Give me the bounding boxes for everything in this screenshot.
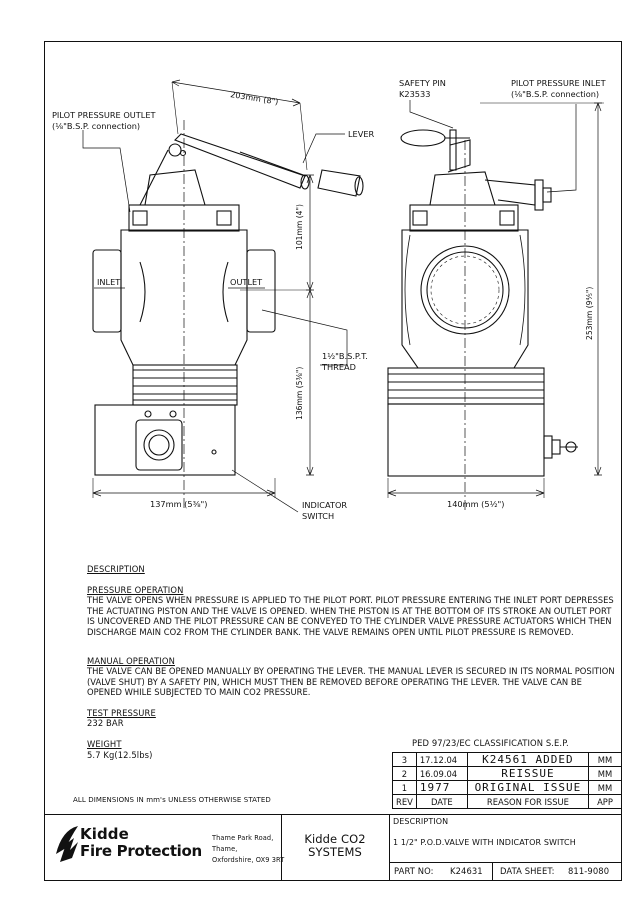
logo-fire-protection: Fire Protection bbox=[80, 842, 202, 860]
rev-number: 2 bbox=[393, 767, 417, 781]
pressure-operation-text: THE VALVE OPENS WHEN PRESSURE IS APPLIED TO THE PILOT PORT. PILOT PRESSURE ENTERING THE INLET PORT DEPRESSES THE ACTUATING PISTON AND THE VALVE IS OPENED. WHEN THE PISTON IS AT THE BOTTOM OF ITS STROKE AN OUTLET PORT IS UNCOVERED AND THE PILOT PRESSURE CAN BE CONVEYED TO THE CYLINDER VALVE PRESSURE ACTUATORS WHICH THEN DISCHARGE MAIN CO2 FROM THE CYLINDER BANK. THE VALVE REMAINS OPEN UNTIL PILOT PRESSURE IS REMOVED. bbox=[87, 595, 614, 637]
title-block-divider-2 bbox=[389, 814, 390, 881]
dim-253-label: 253mm (9⅘") bbox=[585, 286, 594, 340]
switch-label: SWITCH bbox=[302, 511, 335, 521]
test-pressure-value: 232 BAR bbox=[87, 718, 124, 728]
rev-date: 17.12.04 bbox=[416, 753, 467, 767]
safety-pin-part: K23533 bbox=[399, 89, 431, 99]
date-header: DATE bbox=[416, 795, 467, 809]
app-header: APP bbox=[589, 795, 622, 809]
dimensions-note: ALL DIMENSIONS IN mm's UNLESS OTHERWISE STATED bbox=[73, 796, 271, 804]
revision-row bbox=[393, 753, 622, 767]
kidde-logo-icon bbox=[52, 824, 82, 864]
pilot-inlet-label: PILOT PRESSURE INLET bbox=[511, 78, 606, 88]
rev-approver: MM bbox=[589, 767, 622, 781]
data-sheet-value: 811-9080 bbox=[568, 866, 610, 876]
address-line-2: Thame, bbox=[212, 845, 238, 853]
test-pressure-heading: TEST PRESSURE bbox=[87, 708, 156, 718]
pilot-inlet-connection: (⅛"B.S.P. connection) bbox=[511, 89, 600, 99]
part-cell-divider bbox=[492, 862, 493, 881]
thread-label-2: THREAD bbox=[322, 362, 356, 372]
rev-approver: MM bbox=[589, 753, 622, 767]
rev-date: 16.09.04 bbox=[416, 767, 467, 781]
dim-101-label: 101mm (4") bbox=[295, 204, 304, 250]
indicator-label: INDICATOR bbox=[302, 500, 348, 510]
part-no-value: K24631 bbox=[450, 866, 483, 876]
pilot-outlet-label: PILOT PRESSURE OUTLET bbox=[52, 110, 156, 120]
thread-label: 1½"B.S.P.T. bbox=[322, 351, 368, 361]
logo-kidde: Kidde bbox=[80, 825, 129, 843]
company-name: Kidde CO2 bbox=[304, 832, 366, 846]
outlet-label: OUTLET bbox=[230, 277, 263, 287]
ped-classification: PED 97/23/EC CLASSIFICATION S.E.P. bbox=[412, 738, 569, 748]
reason-header: REASON FOR ISSUE bbox=[467, 795, 588, 809]
dim-203-label: 203mm (8") bbox=[229, 90, 279, 107]
revision-header-row bbox=[393, 795, 622, 809]
rev-approver: MM bbox=[589, 781, 622, 795]
address-line-3: Oxfordshire, OX9 3RT bbox=[212, 856, 285, 864]
rev-number: 3 bbox=[393, 753, 417, 767]
rev-reason: REISSUE bbox=[467, 767, 588, 781]
part-no-label: PART NO: bbox=[394, 866, 434, 876]
side-view bbox=[388, 130, 578, 476]
description-heading: DESCRIPTION bbox=[87, 564, 145, 574]
revision-table bbox=[392, 752, 622, 809]
manual-operation-heading: MANUAL OPERATION bbox=[87, 656, 175, 666]
rev-reason: K24561 ADDED bbox=[467, 753, 588, 767]
revision-row bbox=[393, 767, 622, 781]
front-view bbox=[93, 134, 363, 475]
part-row-divider bbox=[389, 862, 622, 863]
rev-reason: ORIGINAL ISSUE bbox=[467, 781, 588, 795]
dim-140-label: 140mm (5½") bbox=[447, 499, 505, 509]
dim-136-label: 136mm (5⅜") bbox=[295, 366, 304, 420]
weight-heading: WEIGHT bbox=[87, 739, 122, 749]
pressure-operation-heading: PRESSURE OPERATION bbox=[87, 585, 184, 595]
safety-pin-label: SAFETY PIN bbox=[399, 78, 446, 88]
dim-137-label: 137mm (5⅜") bbox=[150, 499, 208, 509]
revision-row bbox=[393, 781, 622, 795]
address-line-1: Thame Park Road, bbox=[212, 834, 274, 842]
inlet-label: INLET bbox=[97, 277, 121, 287]
company-systems: SYSTEMS bbox=[308, 845, 362, 859]
data-sheet-label: DATA SHEET: bbox=[500, 866, 555, 876]
manual-operation-text: THE VALVE CAN BE OPENED MANUALLY BY OPERATING THE LEVER. THE MANUAL LEVER IS SECURED IN ITS NORMAL POSITION (VALVE SHUT) BY A SAFETY PIN, WHICH MUST THEN BE REMOVED BEFORE OPERATING THE LEVER. THE VALVE CAN BE OPENED WHILE SUBJECTED TO MAIN CO2 PRESSURE. bbox=[87, 666, 615, 698]
description-label: DESCRIPTION bbox=[393, 817, 449, 826]
weight-value: 5.7 Kg(12.5lbs) bbox=[87, 750, 153, 760]
rev-header: REV bbox=[393, 795, 417, 809]
description-value: 1 1/2" P.O.D.VALVE WITH INDICATOR SWITCH bbox=[393, 838, 576, 847]
lever-label: LEVER bbox=[348, 129, 375, 139]
rev-date: 1977 bbox=[416, 781, 467, 795]
pilot-outlet-connection: (⅛"B.S.P. connection) bbox=[52, 121, 141, 131]
rev-number: 1 bbox=[393, 781, 417, 795]
